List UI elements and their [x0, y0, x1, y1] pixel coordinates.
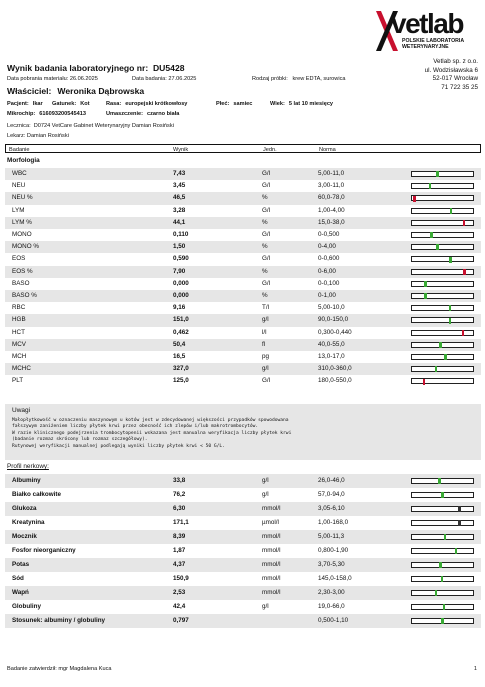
logo-wordmark: vetlab [391, 8, 463, 39]
test-name: MONO % [12, 243, 39, 251]
test-result: 0,000 [173, 292, 189, 300]
result-marker [413, 196, 415, 202]
test-result: 8,39 [173, 533, 186, 540]
test-norm: 0-0,600 [318, 255, 340, 263]
result-marker [449, 305, 451, 311]
result-marker [439, 342, 441, 348]
company-phone: 71 722 35 25 [441, 83, 478, 91]
result-marker [424, 293, 426, 299]
test-norm: 0,800-1,90 [318, 547, 349, 554]
test-unit: mmol/l [262, 561, 281, 568]
test-norm: 13,0-17,0 [318, 353, 345, 361]
test-name: PLT [12, 377, 24, 385]
result-marker [441, 618, 443, 624]
result-row [5, 266, 481, 278]
result-row [5, 502, 481, 516]
result-marker [443, 604, 445, 610]
reference-range-bar [411, 317, 474, 323]
test-result: 2,53 [173, 589, 186, 596]
test-name: Fosfor nieorganiczny [12, 547, 76, 554]
result-row [5, 351, 481, 363]
result-row [5, 302, 481, 314]
doctor-name: Damian Rosiński [26, 133, 69, 139]
reference-range-bar [411, 576, 474, 583]
result-row [5, 544, 481, 558]
test-name: BASO % [12, 292, 37, 300]
result-row [5, 614, 481, 628]
header-test: Badanie [9, 146, 30, 153]
result-row [5, 572, 481, 586]
reference-range-bar [411, 548, 474, 555]
company-address [425, 58, 478, 92]
test-unit: G/l [262, 255, 271, 263]
test-name: Globuliny [12, 603, 42, 610]
result-row [5, 314, 481, 326]
test-unit: G/l [262, 231, 271, 239]
report-number: DU5428 [152, 63, 185, 73]
test-result: 46,5 [173, 194, 186, 202]
test-result: 50,4 [173, 340, 186, 348]
morphology-title: Morfologia [7, 157, 40, 164]
test-name: Albuminy [12, 477, 41, 484]
test-norm: 60,0-78,0 [318, 194, 345, 202]
reference-range-bar [411, 281, 474, 287]
reference-range-bar [411, 208, 474, 214]
patient-name: Ikar [32, 101, 43, 107]
company-name: Vetlab sp. z o.o. [433, 58, 478, 65]
test-name: LYM % [12, 218, 32, 226]
reference-range-bar [411, 562, 474, 569]
test-result: 4,37 [173, 561, 186, 568]
test-unit: T/l [262, 304, 269, 312]
owner-name: Weronika Dąbrowska [57, 86, 145, 96]
test-unit: fl [262, 340, 266, 348]
reference-range-bar [411, 293, 474, 299]
result-marker [435, 590, 437, 596]
test-norm: 5,00-10,0 [318, 304, 345, 312]
reference-range-bar [411, 604, 474, 611]
test-name: NEU % [12, 194, 33, 202]
result-row [5, 168, 481, 180]
notes-title: Uwagi [12, 407, 31, 414]
test-result: 7,90 [173, 267, 186, 275]
result-row [5, 600, 481, 614]
test-unit: G/l [262, 279, 271, 287]
result-marker [458, 520, 460, 526]
test-unit: % [262, 243, 268, 251]
test-result: 44,1 [173, 218, 186, 226]
test-norm: 310,0-360,0 [318, 365, 352, 373]
approval-footer: Badanie zatwierdził: mgr Magdalena Kuca [7, 666, 112, 672]
patient-row: Pacjent: Ikar Gatunek: Kot Rasa: europejski krótkowłosy Płeć: samiec Wiek: 5 lat 10 miesięcy [7, 101, 334, 107]
reference-range-bar [411, 183, 474, 189]
notes-box [5, 404, 481, 460]
result-marker [424, 281, 426, 287]
result-marker [436, 171, 438, 177]
test-norm: 5,00-11,0 [318, 170, 345, 178]
result-marker [463, 269, 465, 275]
result-row [5, 363, 481, 375]
test-result: 150,9 [173, 575, 189, 582]
test-result: 3,28 [173, 206, 186, 214]
test-unit: g/l [262, 491, 269, 498]
doctor-row: Lekarz: Damian Rosiński [7, 133, 69, 139]
test-unit: g/l [262, 365, 269, 373]
test-norm: 19,0-66,0 [318, 603, 345, 610]
result-row [5, 229, 481, 241]
test-norm: 1,00-4,00 [318, 206, 345, 214]
result-marker [423, 379, 425, 385]
result-row [5, 241, 481, 253]
test-unit: % [262, 292, 268, 300]
reference-range-bar [411, 354, 474, 360]
result-marker [463, 220, 465, 226]
test-norm: 15,0-38,0 [318, 218, 345, 226]
test-norm: 0-6,00 [318, 267, 336, 275]
kidney-profile-title: Profil nerkowy: [7, 463, 49, 470]
result-marker [458, 506, 460, 512]
result-marker [444, 354, 446, 360]
test-name: Glukoza [12, 505, 37, 512]
test-result: 1,50 [173, 243, 186, 251]
reference-range-bar [411, 478, 474, 485]
test-norm: 2,30-3,00 [318, 589, 345, 596]
test-norm: 0,500-1,10 [318, 617, 349, 624]
reference-range-bar [411, 506, 474, 513]
reference-range-bar [411, 232, 474, 238]
test-unit: µmol/l [262, 519, 279, 526]
test-result: 6,30 [173, 505, 186, 512]
result-marker [462, 330, 464, 336]
test-norm: 0-4,00 [318, 243, 336, 251]
test-result: 171,1 [173, 519, 189, 526]
result-row [5, 339, 481, 351]
reference-range-bar [411, 534, 474, 541]
test-norm: 3,70-5,30 [318, 561, 345, 568]
result-marker [449, 318, 451, 324]
test-unit: % [262, 218, 268, 226]
test-result: 125,0 [173, 377, 189, 385]
result-row [5, 180, 481, 192]
test-unit: G/l [262, 206, 271, 214]
result-marker [450, 208, 452, 214]
result-row [5, 558, 481, 572]
test-name: HCT [12, 328, 25, 336]
test-result: 33,8 [173, 477, 186, 484]
test-norm: 0-0,100 [318, 279, 340, 287]
clinic-name: D0724 VetCare Gabinet Weterynaryjny Damian Rosiński [33, 123, 174, 129]
reference-range-bar [411, 520, 474, 527]
test-name: Potas [12, 561, 30, 568]
test-result: 7,43 [173, 170, 186, 178]
test-unit: % [262, 194, 268, 202]
test-unit: l/l [262, 328, 267, 336]
tested-date: 27.06.2025 [168, 76, 197, 82]
result-marker [449, 257, 451, 263]
test-name: MONO [12, 231, 32, 239]
result-row [5, 290, 481, 302]
test-unit: mmol/l [262, 575, 281, 582]
test-result: 0,000 [173, 279, 189, 287]
test-name: RBC [12, 304, 26, 312]
reference-range-bar [411, 492, 474, 499]
test-norm: 5,00-11,3 [318, 533, 345, 540]
result-marker [436, 244, 438, 250]
result-row [5, 327, 481, 339]
test-unit: mmol/l [262, 505, 281, 512]
reference-range-bar [411, 590, 474, 597]
test-result: 0,590 [173, 255, 189, 263]
result-marker [435, 366, 437, 372]
test-name: EOS % [12, 267, 33, 275]
reference-range-bar [411, 195, 474, 201]
test-result: 76,2 [173, 491, 186, 498]
test-unit: mmol/l [262, 589, 281, 596]
vetlab-logo [374, 8, 480, 54]
patient-species: Kot [80, 101, 90, 107]
test-norm: 90,0-150,0 [318, 316, 349, 324]
reference-range-bar [411, 366, 474, 372]
company-city: 52-017 Wrocław [432, 75, 478, 82]
result-row [5, 516, 481, 530]
test-name: EOS [12, 255, 26, 263]
result-marker [430, 232, 432, 238]
result-marker [441, 576, 443, 582]
header-norm: Norma [319, 146, 336, 153]
company-street: ul. Wodzisławska 6 [424, 66, 478, 74]
test-result: 42,4 [173, 603, 186, 610]
result-marker [439, 562, 441, 568]
test-norm: 0,300-0,440 [318, 328, 352, 336]
test-norm: 145,0-158,0 [318, 575, 352, 582]
results-table-header [5, 144, 481, 153]
sample-type: krew EDTA, surowica [292, 76, 346, 82]
test-name: HGB [12, 316, 26, 324]
test-name: Mocznik [12, 533, 37, 540]
result-row [5, 205, 481, 217]
test-name: Wapń [12, 589, 29, 596]
test-result: 9,16 [173, 304, 186, 312]
result-row [5, 586, 481, 600]
patient-age: 5 lat 10 miesięcy [288, 101, 334, 107]
result-row [5, 253, 481, 265]
reference-range-bar [411, 220, 474, 226]
test-name: LYM [12, 206, 25, 214]
test-norm: 26,0-46,0 [318, 477, 345, 484]
test-name: WBC [12, 170, 27, 178]
test-result: 1,87 [173, 547, 186, 554]
test-name: MCH [12, 353, 27, 361]
test-norm: 40,0-55,0 [318, 340, 345, 348]
collected-date: 26.06.2025 [69, 76, 98, 82]
result-row [5, 488, 481, 502]
test-name: NEU [12, 182, 26, 190]
test-name: MCV [12, 340, 26, 348]
patient-color: czarno biała [147, 111, 180, 117]
reference-range-bar [411, 269, 474, 275]
test-name: BASO [12, 279, 30, 287]
test-norm: 0-0,500 [318, 231, 340, 239]
notes-text: Małopłytkowość w oznaczeniu maszynowym u kotów jest w zdecydowanej większości przypadków spowodowana fałszywym zaniżeniem liczby płytek krwi przez obecność ich zlepów i/lub makrotrombocytów. W razie klinicznego podejrzenia trombocytopenii wskazana jest manualna weryfikacja liczby płytek krwi (badanie rozmaz skrócony lub rozmaz szczegółowy). Rutynowej weryfikacji manualnej podlegają wyniki liczby płytek krwi < 50 G/L. [12, 418, 292, 449]
test-norm: 0-1,00 [318, 292, 336, 300]
test-unit: g/l [262, 477, 269, 484]
page-number: 1 [473, 666, 477, 672]
test-unit: G/l [262, 377, 271, 385]
test-name: Białko całkowite [12, 491, 61, 498]
test-unit: % [262, 267, 268, 275]
test-norm: 3,00-11,0 [318, 182, 345, 190]
owner: Właściciel: Weronika Dąbrowska [7, 86, 145, 96]
test-result: 327,0 [173, 365, 189, 373]
result-marker [438, 478, 440, 484]
result-row [5, 217, 481, 229]
test-name: Stosunek: albuminy / globuliny [12, 617, 106, 624]
test-name: Sód [12, 575, 24, 582]
result-row [5, 375, 481, 387]
patient-chip-row: Mikrochip: 616093200545413 Umaszczenie: czarno biała [7, 111, 180, 117]
test-norm: 57,0-94,0 [318, 491, 345, 498]
reference-range-bar [411, 618, 474, 625]
result-marker [455, 548, 457, 554]
reference-range-bar [411, 378, 474, 384]
test-result: 0,462 [173, 328, 189, 336]
test-unit: G/l [262, 170, 271, 178]
reference-range-bar [411, 256, 474, 262]
result-marker [429, 183, 431, 189]
header-unit: Jedn. [263, 146, 277, 153]
report-dates: Data pobrania materiału: 26.06.2025 Data badania: 27.06.2025 Rodzaj próbki: krew EDTA, surowica [7, 76, 346, 82]
reference-range-bar [411, 244, 474, 250]
clinic-row: Lecznica: D0724 VetCare Gabinet Weterynaryjny Damian Rosiński [7, 123, 174, 129]
result-marker [444, 534, 446, 540]
test-name: MCHC [12, 365, 31, 373]
test-norm: 1,00-168,0 [318, 519, 349, 526]
patient-chip: 616093200545413 [39, 111, 86, 117]
result-row [5, 278, 481, 290]
logo-tagline: POLSKIE LABORATORIA WETERYNARYJNE [402, 38, 465, 50]
reference-range-bar [411, 171, 474, 177]
test-unit: pg [262, 353, 270, 361]
reference-range-bar [411, 305, 474, 311]
test-result: 0,797 [173, 617, 189, 624]
test-name: Kreatynina [12, 519, 45, 526]
header-result: Wynik [173, 146, 189, 153]
test-norm: 3,05-6,10 [318, 505, 345, 512]
result-marker [441, 492, 443, 498]
reference-range-bar [411, 330, 474, 336]
test-result: 3,45 [173, 182, 186, 190]
result-row [5, 192, 481, 204]
test-result: 151,0 [173, 316, 189, 324]
report-title: Wynik badania laboratoryjnego nr: DU5428 [7, 63, 185, 73]
test-result: 16,5 [173, 353, 186, 361]
test-unit: g/l [262, 316, 269, 324]
patient-breed: europejski krótkowłosy [125, 101, 188, 107]
test-norm: 180,0-550,0 [318, 377, 352, 385]
test-unit: mmol/l [262, 547, 281, 554]
result-row [5, 530, 481, 544]
test-unit: G/l [262, 182, 271, 190]
patient-sex: samiec [233, 101, 253, 107]
approver-name: mgr Magdalena Kuca [58, 666, 112, 672]
result-row [5, 474, 481, 488]
test-unit: mmol/l [262, 533, 281, 540]
test-result: 0,110 [173, 231, 189, 239]
reference-range-bar [411, 342, 474, 348]
test-unit: g/l [262, 603, 269, 610]
